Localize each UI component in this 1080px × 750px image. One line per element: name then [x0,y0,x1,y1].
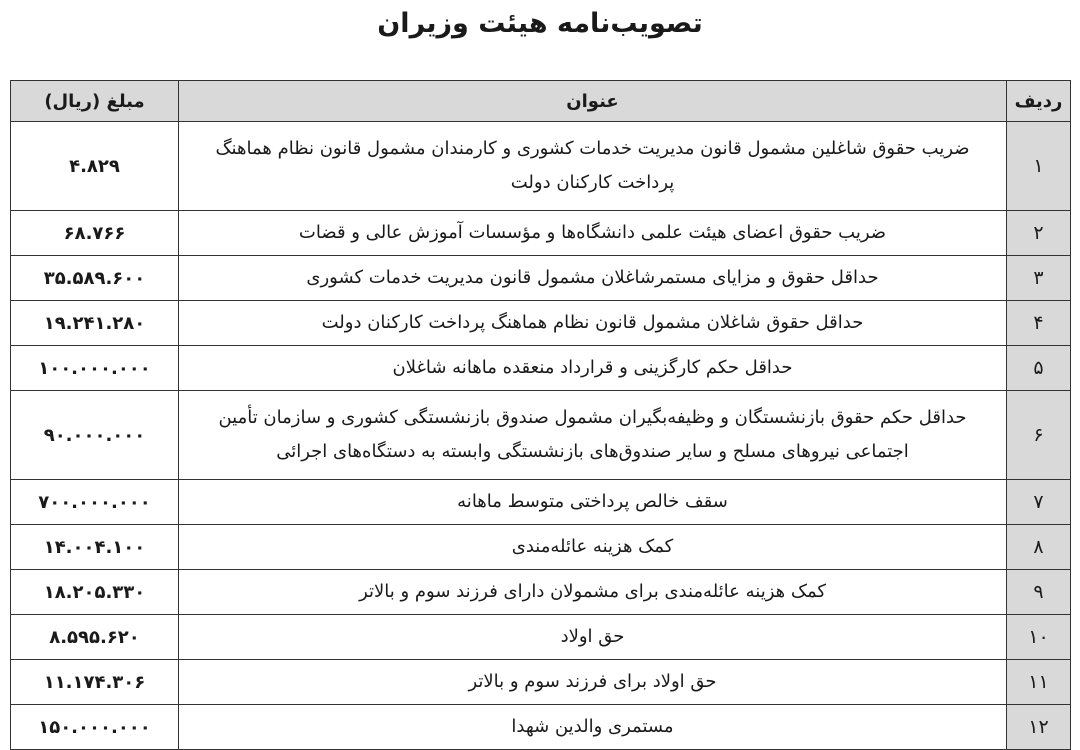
row-amount: ۱۹.۲۴۱.۲۸۰ [11,301,179,346]
row-amount: ۴.۸۲۹ [11,122,179,211]
row-amount: ۱۵۰.۰۰۰.۰۰۰ [11,705,179,750]
row-amount: ۱۸.۲۰۵.۳۳۰ [11,570,179,615]
table-row [11,615,1071,660]
row-title: ضریب حقوق شاغلین مشمول قانون مدیریت خدمات کشوری و کارمندان مشمول قانون نظام هماهنگ پرداخت کارکنان دولت [179,122,1007,211]
row-amount: ۳۵.۵۸۹.۶۰۰ [11,256,179,301]
table-row [11,391,1071,480]
table-row [11,122,1071,211]
row-title: ضریب حقوق اعضای هیئت علمی دانشگاه‌ها و مؤسسات آموزش عالی و قضات [179,211,1007,256]
row-title: حداقل حکم کارگزینی و قرارداد منعقده ماهانه شاغلان [179,346,1007,391]
row-number: ۳ [1007,256,1071,301]
header-row-number: ردیف [1007,81,1071,122]
row-number: ۱ [1007,122,1071,211]
table-row [11,346,1071,391]
table-row [11,705,1071,750]
row-title: کمک هزینه عائله‌مندی [179,525,1007,570]
table-row [11,211,1071,256]
row-amount: ۱۰۰.۰۰۰.۰۰۰ [11,346,179,391]
row-title: سقف خالص پرداختی متوسط ماهانه [179,480,1007,525]
row-title: حداقل حقوق شاغلان مشمول قانون نظام هماهنگ پرداخت کارکنان دولت [179,301,1007,346]
document-title: تصویب‌نامه هیئت وزیران [377,8,703,39]
row-amount: ۷۰۰.۰۰۰.۰۰۰ [11,480,179,525]
header-amount: مبلغ (ریال) [11,81,179,122]
table-row [11,301,1071,346]
row-title: کمک هزینه عائله‌مندی برای مشمولان دارای فرزند سوم و بالاتر [179,570,1007,615]
table-row [11,525,1071,570]
row-title: مستمری والدین شهدا [179,705,1007,750]
resolution-table [10,80,1071,750]
row-amount: ۹۰.۰۰۰.۰۰۰ [11,391,179,480]
table-row [11,480,1071,525]
row-title: حداقل حقوق و مزایای مستمرشاغلان مشمول قانون مدیریت خدمات کشوری [179,256,1007,301]
row-amount: ۱۴.۰۰۴.۱۰۰ [11,525,179,570]
row-amount: ۶۸.۷۶۶ [11,211,179,256]
row-number: ۹ [1007,570,1071,615]
row-number: ۱۱ [1007,660,1071,705]
row-number: ۱۲ [1007,705,1071,750]
row-number: ۱۰ [1007,615,1071,660]
table-row [11,256,1071,301]
row-number: ۴ [1007,301,1071,346]
table-row [11,660,1071,705]
row-amount: ۱۱.۱۷۴.۳۰۶ [11,660,179,705]
row-number: ۲ [1007,211,1071,256]
row-title: حداقل حکم حقوق بازنشستگان و وظیفه‌بگیران مشمول صندوق بازنشستگی کشوری و سازمان تأمین اجتماعی نیروهای مسلح و سایر صندوق‌های بازنشستگی وابسته به دستگاه‌های اجرائی [179,391,1007,480]
row-number: ۸ [1007,525,1071,570]
row-number: ۶ [1007,391,1071,480]
row-number: ۵ [1007,346,1071,391]
row-title: حق اولاد برای فرزند سوم و بالاتر [179,660,1007,705]
row-amount: ۸.۵۹۵.۶۲۰ [11,615,179,660]
header-title: عنوان [179,81,1007,122]
table-row [11,570,1071,615]
row-number: ۷ [1007,480,1071,525]
row-title: حق اولاد [179,615,1007,660]
table-header-row [11,81,1071,122]
